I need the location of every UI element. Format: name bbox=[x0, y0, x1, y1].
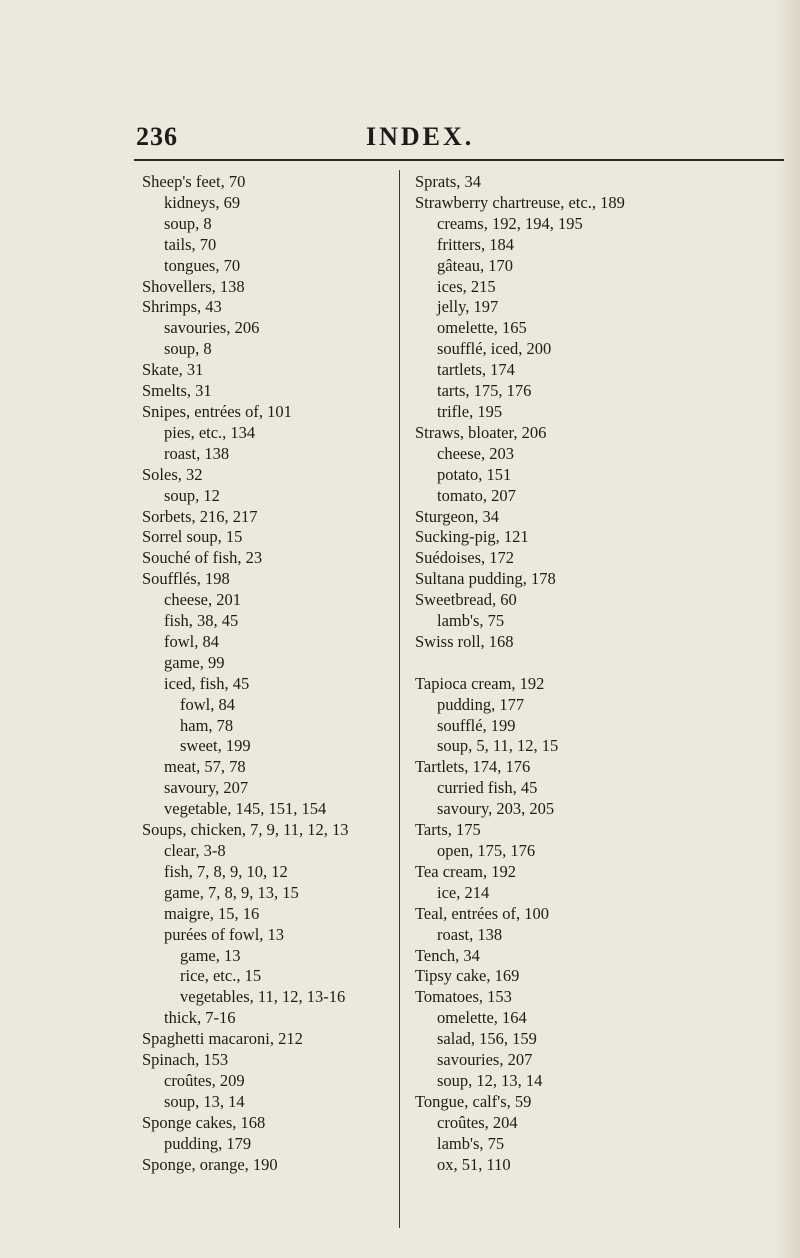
index-subentry: vegetable, 145, 151, 154 bbox=[164, 799, 327, 819]
index-subentry: omelette, 165 bbox=[437, 318, 527, 338]
index-entry: Tartlets, 174, 176 bbox=[415, 757, 531, 777]
index-entry: Tomatoes, 153 bbox=[415, 987, 512, 1007]
index-subentry: pudding, 177 bbox=[437, 694, 525, 714]
running-title: INDEX. bbox=[366, 122, 475, 151]
index-entry: Sucking-pig, 121 bbox=[415, 527, 529, 547]
index-subentry: tails, 70 bbox=[164, 234, 217, 254]
index-subentry: salad, 156, 159 bbox=[437, 1029, 537, 1049]
index-subentry: gâteau, 170 bbox=[437, 255, 514, 275]
index-entry: Strawberry chartreuse, etc., 189 bbox=[415, 192, 625, 212]
index-subentry: croûtes, 204 bbox=[437, 1112, 518, 1132]
index-subentry: thick, 7-16 bbox=[164, 1008, 236, 1028]
index-entry: Shovellers, 138 bbox=[142, 276, 245, 296]
index-subentry: soufflé, iced, 200 bbox=[437, 339, 552, 359]
index-entry: Sponge cakes, 168 bbox=[142, 1112, 266, 1132]
page-edge-shadow bbox=[776, 0, 800, 1258]
index-subentry: potato, 151 bbox=[437, 464, 512, 484]
index-subentry: omelette, 164 bbox=[437, 1008, 527, 1028]
index-subentry: soufflé, 199 bbox=[437, 715, 516, 735]
column-divider bbox=[399, 170, 400, 1228]
index-entry: Spaghetti macaroni, 212 bbox=[142, 1029, 303, 1049]
index-subentry: iced, fish, 45 bbox=[164, 673, 250, 693]
index-entry: Sponge, orange, 190 bbox=[142, 1154, 278, 1174]
index-subentry: creams, 192, 194, 195 bbox=[437, 213, 583, 233]
index-subentry: roast, 138 bbox=[164, 443, 230, 463]
index-entry: Tea cream, 192 bbox=[415, 861, 516, 881]
index-subentry: soup, 8 bbox=[164, 213, 212, 233]
index-entry: Suédoises, 172 bbox=[415, 548, 514, 568]
index-subentry: ices, 215 bbox=[437, 276, 496, 296]
index-subentry: savoury, 207 bbox=[164, 778, 249, 798]
index-subentry: game, 99 bbox=[164, 652, 225, 672]
index-subentry: trifle, 195 bbox=[437, 401, 503, 421]
index-subentry: lamb's, 75 bbox=[437, 1133, 505, 1153]
index-subentry: game, 7, 8, 9, 13, 15 bbox=[164, 882, 299, 902]
index-subentry: curried fish, 45 bbox=[437, 778, 538, 798]
index-column-right bbox=[415, 172, 775, 1176]
index-entry: Tench, 34 bbox=[415, 945, 480, 965]
index-subentry: sweet, 199 bbox=[180, 736, 251, 756]
index-entry: Sorrel soup, 15 bbox=[142, 527, 243, 547]
index-subentry: fish, 7, 8, 9, 10, 12 bbox=[164, 861, 288, 881]
index-subentry: tartlets, 174 bbox=[437, 360, 515, 380]
index-subentry: jelly, 197 bbox=[437, 297, 499, 317]
index-entry: Teal, entrées of, 100 bbox=[415, 903, 549, 923]
index-subentry: croûtes, 209 bbox=[164, 1070, 245, 1090]
index-entry: Sturgeon, 34 bbox=[415, 506, 500, 526]
index-entry: Souché of fish, 23 bbox=[142, 548, 263, 568]
index-entry: Sultana pudding, 178 bbox=[415, 569, 556, 589]
index-subentry: ice, 214 bbox=[437, 882, 490, 902]
page-number: 236 bbox=[136, 122, 178, 151]
index-subentry: lamb's, 75 bbox=[437, 611, 505, 631]
index-subentry: pudding, 179 bbox=[164, 1133, 252, 1153]
index-entry: Spinach, 153 bbox=[142, 1050, 229, 1070]
index-entry: Sprats, 34 bbox=[415, 172, 481, 191]
index-subentry: savouries, 206 bbox=[164, 318, 260, 338]
index-subentry: fish, 38, 45 bbox=[164, 611, 239, 631]
index-entry: Sorbets, 216, 217 bbox=[142, 506, 258, 526]
index-entry: Tarts, 175 bbox=[415, 820, 481, 840]
index-subentry: kidneys, 69 bbox=[164, 192, 241, 212]
index-entry: Soups, chicken, 7, 9, 11, 12, 13 bbox=[142, 820, 349, 840]
index-entry: Tongue, calf's, 59 bbox=[415, 1091, 532, 1111]
index-entry: Snipes, entrées of, 101 bbox=[142, 401, 292, 421]
header-rule bbox=[134, 159, 784, 161]
index-entry: Soles, 32 bbox=[142, 464, 203, 484]
index-subentry: meat, 57, 78 bbox=[164, 757, 246, 777]
index-subentry: tarts, 175, 176 bbox=[437, 381, 532, 401]
index-subentry: soup, 12 bbox=[164, 485, 220, 505]
index-entry: Tipsy cake, 169 bbox=[415, 966, 520, 986]
index-subentry: purées of fowl, 13 bbox=[164, 924, 285, 944]
index-subentry: rice, etc., 15 bbox=[180, 966, 262, 986]
index-entry: Shrimps, 43 bbox=[142, 297, 222, 317]
index-subentry: soup, 12, 13, 14 bbox=[437, 1070, 543, 1090]
index-subentry: cheese, 201 bbox=[164, 590, 241, 610]
index-entry: Soufflés, 198 bbox=[142, 569, 230, 589]
index-subentry: open, 175, 176 bbox=[437, 841, 536, 860]
index-subentry: soup, 5, 11, 12, 15 bbox=[437, 736, 559, 756]
index-subentry: cheese, 203 bbox=[437, 443, 514, 463]
index-entry bbox=[415, 653, 775, 674]
index-entry: Smelts, 31 bbox=[142, 381, 212, 401]
index-entry: Sheep's feet, 70 bbox=[142, 172, 246, 191]
index-subentry: tomato, 207 bbox=[437, 485, 516, 505]
index-subentry: game, 13 bbox=[180, 945, 241, 965]
index-entry: Sweetbread, 60 bbox=[415, 590, 517, 610]
index-subentry: fowl, 84 bbox=[164, 631, 219, 651]
index-entry: Swiss roll, 168 bbox=[415, 631, 514, 651]
index-subentry: savouries, 207 bbox=[437, 1050, 533, 1070]
index-subentry: fowl, 84 bbox=[180, 694, 235, 714]
index-subentry: roast, 138 bbox=[437, 924, 503, 944]
index-subentry: tongues, 70 bbox=[164, 255, 241, 275]
index-subentry: fritters, 184 bbox=[437, 234, 514, 254]
index-subentry: clear, 3-8 bbox=[164, 841, 226, 860]
index-entry: Tapioca cream, 192 bbox=[415, 673, 545, 693]
index-subentry: pies, etc., 134 bbox=[164, 422, 256, 442]
index-entry: Skate, 31 bbox=[142, 360, 204, 380]
index-subentry: savoury, 203, 205 bbox=[437, 799, 555, 819]
index-subentry: ox, 51, 110 bbox=[437, 1154, 511, 1174]
index-subentry: ham, 78 bbox=[180, 715, 234, 735]
index-subentry: maigre, 15, 16 bbox=[164, 903, 260, 923]
index-subentry: vegetables, 11, 12, 13-16 bbox=[180, 987, 346, 1007]
index-subentry: soup, 13, 14 bbox=[164, 1091, 245, 1111]
index-subentry: soup, 8 bbox=[164, 339, 212, 359]
index-column-left bbox=[142, 172, 382, 1176]
index-entry: Straws, bloater, 206 bbox=[415, 422, 547, 442]
